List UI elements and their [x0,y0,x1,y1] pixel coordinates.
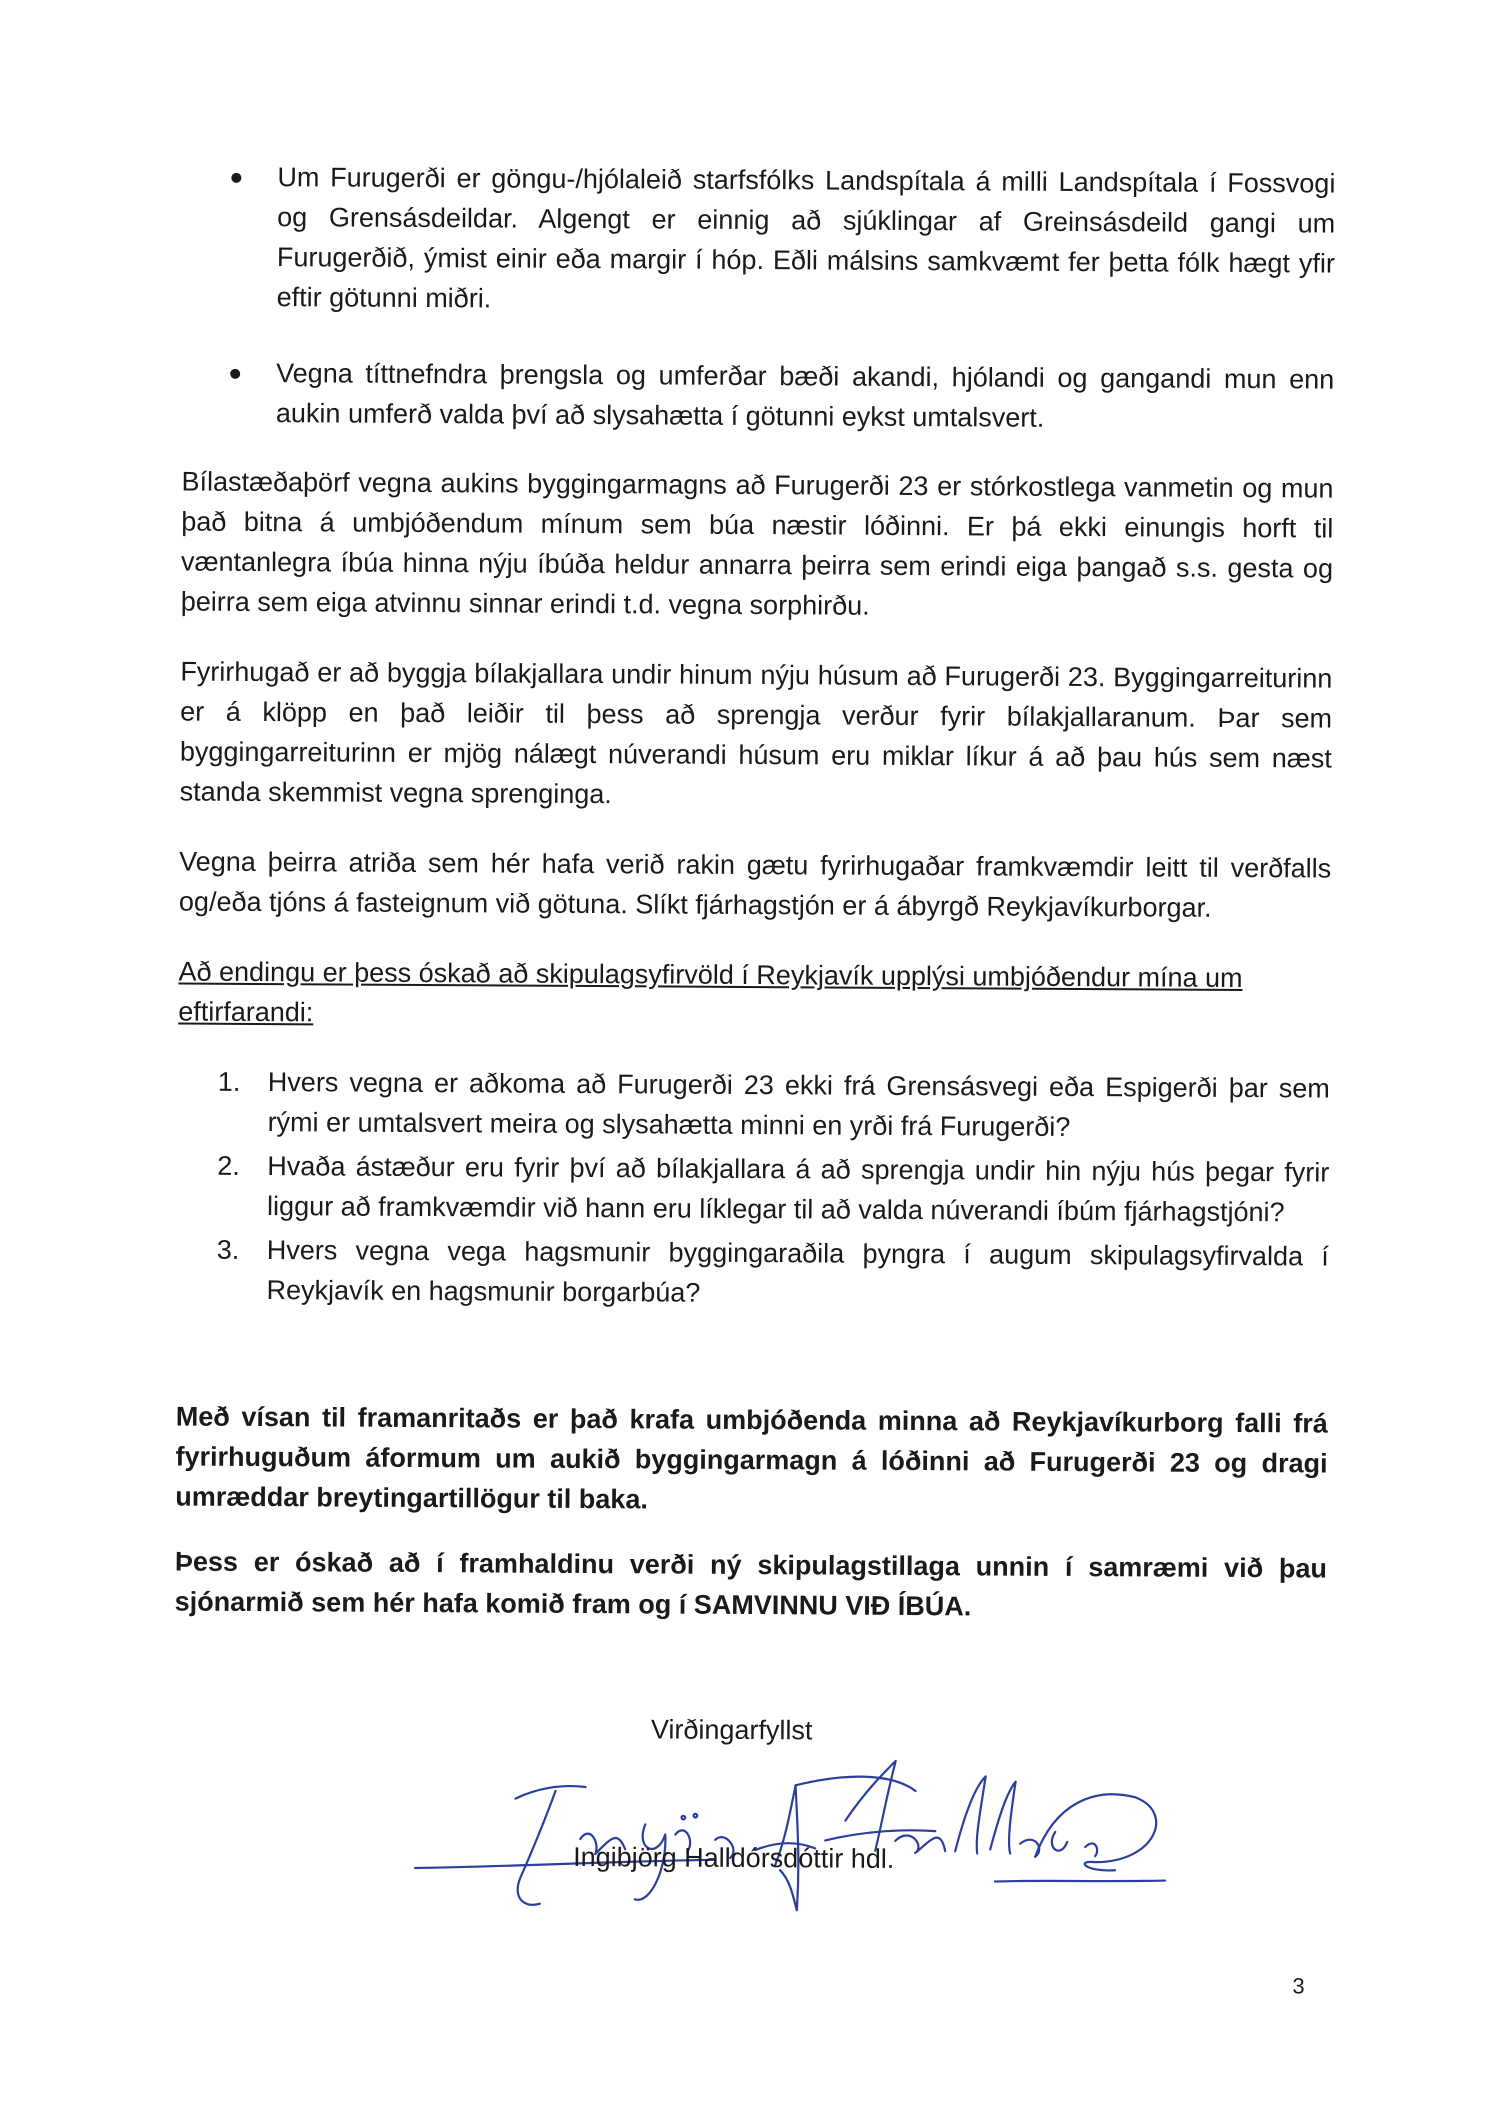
bullet-text: Um Furugerði er göngu-/hjólaleið starfsfólks Landspítala á milli Landspítala í Fossvogi og Grensásdeildar. Algengt er einnig að sjúklingar af Greinsásdeild gangi um Furugerðið, ýmist einir eða margir í hóp. Eðli málsins samkvæmt fer þetta fólk hægt yfir eftir götunni miðri. [276,162,1336,314]
bullet-list [222,157,1336,476]
question-item [217,1146,1329,1233]
paragraph-request-heading: Að endingu er þess óskað að skipulagsyfirvöld í Reykjavík upplýsi umbjóðendur mína um eftirfarandi: [178,956,1243,1028]
question-number: 2. [217,1150,240,1181]
question-number: 1. [217,1066,241,1097]
signer-name: Ingibjörg Halldórsdóttir hdl. [573,1841,895,1874]
closing-salutation: Virðingarfyllst [650,1714,813,1746]
bullet-item [223,157,1336,324]
handwritten-signature [395,1728,1176,1918]
paragraph-demand: Með vísan til framanritaðs er það krafa umbjóðenda minna að Reykjavíkurborg falli frá fyrirhuguðum áformum um aukið byggingarmagn á lóðinni að Furugerði 23 og dragi umræddar breytingartillögur til baka. [175,1401,1328,1515]
question-item [217,1062,1329,1149]
bullet-dot-icon [230,369,240,379]
question-text: Hvers vegna vega hagsmunir byggingaraðila þyngra í augum skipulagsyfirvalda í Reykjavík en hagsmunir borgarbúa? [266,1235,1329,1308]
page-number: 3 [1292,1973,1305,1999]
question-number: 3. [216,1234,240,1265]
question-list [216,1062,1330,1321]
question-item [216,1230,1328,1317]
question-text: Hvaða ástæður eru fyrir því að bílakjallara á að sprengja undir hin nýju hús þegar fyrir liggur að framkvæmdir við hann eru líklegar til að valda núverandi íbúm fjárhagstjóni? [267,1151,1330,1228]
paragraph-property-value: Vegna þeirra atriða sem hér hafa verið rakin gætu fyrirhugaðar framkvæmdir leitt til verðfalls og/eða tjóns á fasteignum við götuna. Slíkt fjárhagstjón er á ábyrgð Reykjavíkurborgar. [178,846,1332,923]
question-text: Hvers vegna er aðkoma að Furugerði 23 ekki frá Grensásvegi eða Espigerði þar sem rými er umtalsvert meira og slysahætta minni en yrði frá Furugerði? [267,1067,1330,1142]
bullet-dot-icon [231,173,241,183]
paragraph-parking: Bílastæðaþörf vegna aukins byggingarmagns að Furugerði 23 er stórkostlega vanmetin og mun það bitna á umbjóðendum mínum sem búa næstir lóðinni. Er þá ekki einungis horft til væntanlegra íbúa hinna nýju íbúða heldur annarra þeirra sem erindi eiga þangað s.s. gesta og þeirra sem eiga atvinnu sinnar erindi t.d. vegna sorphirðu. [180,466,1334,621]
paragraph-cooperation: Þess er óskað að í framhaldinu verði ný skipulagstillaga unnin í samræmi við þau sjónarmið sem hér hafa komið fram og í SAMVINNU VIÐ ÍBÚA. [174,1546,1328,1622]
bullet-text: Vegna títtnefndra þrengsla og umferðar bæði akandi, hjólandi og gangandi mun enn aukin umferð valda því að slysahætta í götunni eykst umtalsvert. [275,358,1335,433]
bullet-item [222,353,1334,440]
paragraph-basement: Fyrirhugað er að byggja bílakjallara undir hinum nýju húsum að Furugerði 23. Byggingarreiturinn er á klöpp en það leiðir til þess að sprengja verður fyrir bílakjallaranum. Þar sem byggingarreiturinn er mjög nálægt núverandi húsum eru miklar líkur á að þau hús sem næst standa skemmist vegna sprenginga. [179,656,1333,810]
